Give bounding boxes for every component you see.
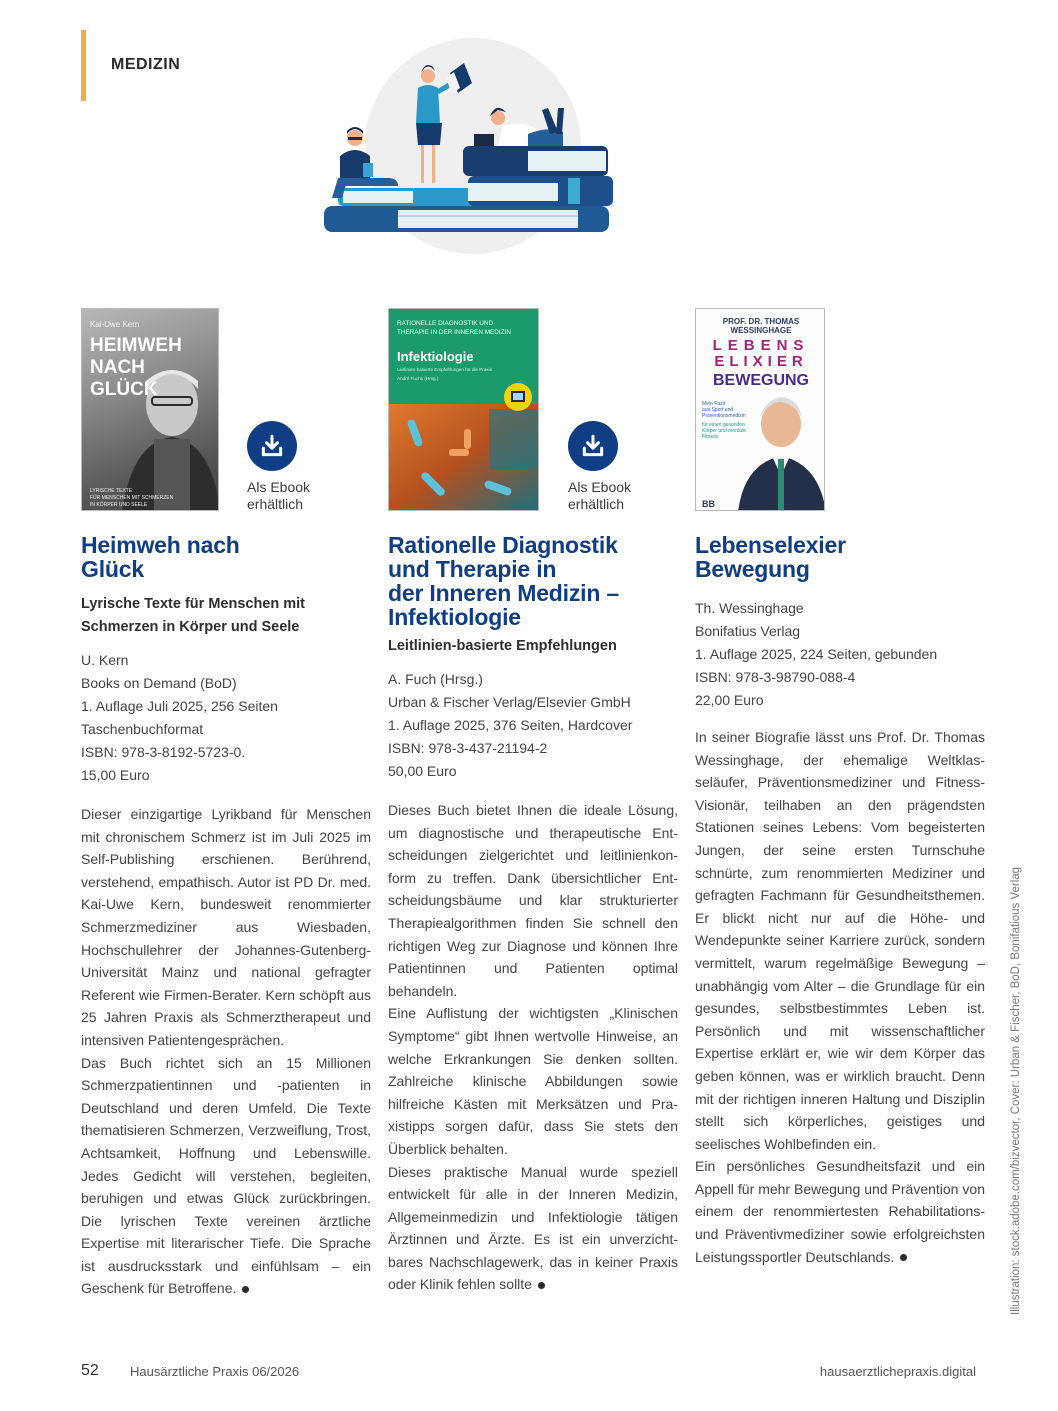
- description-text: Dieses praktische Manual wurde speziell entwickelt für alle in der Inneren Medizin, Allgemeinmedizin und Infektiologie tätigen Ärztinnen und Ärzte. Es ist ein unverzichtbares Nachschlagewerk, das in keiner Praxis oder Klinik fehlen sollte: [388, 1163, 678, 1293]
- description-text: Das Buch richtet sich an 15 Millionen Schmerzpatientinnen und -patienten in Deutschland und deren Umfeld. Die Texte thematisieren Schmerzen, Verzweiflung, Trost, Achtsamkeit, Hoffnung und Lebenswille. Jedes Gedicht will verstehen, begleiten, beruhigen und etwas Glück zurückbringen. Die lyrischen Texte vereinen ärztliche Expertise mit literarischer Tiefe. Die Sprache ist ausdrucksstark und einfühlsam – ein Geschenk für Betroffene.: [81, 1054, 371, 1297]
- book-description: [388, 799, 678, 1296]
- svg-text:LYRISCHE TEXTE: LYRISCHE TEXTE: [90, 488, 133, 494]
- ebook-label: [568, 479, 658, 513]
- ebook-available-link[interactable]: [568, 421, 658, 513]
- book-title-line: Infektiologie: [388, 604, 521, 630]
- description-paragraph: [388, 1161, 678, 1297]
- section-accent-bar: [81, 30, 86, 101]
- svg-text:für einen gesunden: für einen gesunden: [702, 422, 745, 428]
- book-cover-lebenselixier[interactable]: [695, 308, 825, 511]
- svg-text:RATIONELLE DIAGNOSTIK UND: RATIONELLE DIAGNOSTIK UND: [397, 320, 494, 327]
- book-edition: 1. Auflage 2025, 224 Seiten, gebunden: [695, 646, 938, 662]
- ebook-available-link[interactable]: [247, 421, 337, 513]
- book-subtitle: [388, 635, 678, 658]
- website-link[interactable]: hausaerztlichepraxis.digital: [819, 1364, 976, 1379]
- description-paragraph: In seiner Biografie lässt uns Prof. Dr. Thomas Wessinghage, der ehemalige Weltklasseläufer, Präventionsmediziner und Fitness-Visionär, teilhaben an den prägendsten Stationen seines Lebens: Vom begeisterten Jungen, der seine ersten Turnschuhe schnürte, zum renommierten Mediziner und gefragten Fachmann für Gesundheitsthemen. Er blickt nicht nur auf die Höhe- und Wendepunkte seiner Karriere zurück, sondern vermittelt, warum regelmäßige Bewegung – unabhängig vom Alter – die Grundlage für ein gesundes, selbstbestimmtes Leben ist. Persönlich und mit wissenschaftlicher Expertise erklärt er, wie wir dem Körper das geben können, was er wirklich braucht. Denn mit der richtigen inneren Haltung und Disziplin stellt sich körperliches, geistiges und seelisches Wohlbefinden ein.: [695, 729, 985, 1152]
- book-article-lebenselexier: [695, 308, 985, 1268]
- book-publisher: Bonifatius Verlag: [695, 623, 801, 639]
- ebook-label-line1: Als Ebook: [247, 479, 311, 495]
- svg-text:Präventionsmedizin: Präventionsmedizin: [702, 413, 746, 419]
- svg-text:BB: BB: [702, 499, 715, 509]
- book-cover-heimweh[interactable]: [81, 308, 219, 511]
- hero-illustration-reading-people: [318, 38, 618, 263]
- book-isbn: ISBN: 978-3-437-21194-2: [388, 740, 548, 756]
- book-article-heimweh: [81, 308, 371, 1300]
- end-mark-icon: [538, 1282, 545, 1289]
- svg-text:IN KÖRPER UND SEELE: IN KÖRPER UND SEELE: [90, 502, 148, 508]
- svg-text:Infektiologie: Infektiologie: [397, 349, 474, 364]
- svg-text:HEIMWEH: HEIMWEH: [90, 335, 182, 356]
- svg-text:GLÜCK: GLÜCK: [90, 379, 158, 400]
- book-title-line: Bewegung: [695, 556, 810, 582]
- svg-text:Fitness: Fitness: [702, 434, 719, 440]
- book-article-infektiologie: [388, 308, 678, 1296]
- book-title-line: Heimweh nach: [81, 532, 240, 558]
- book-publisher: Books on Demand (BoD): [81, 675, 237, 691]
- book-metadata: [388, 668, 678, 783]
- ebook-label: [247, 479, 337, 513]
- book-price: 22,00 Euro: [695, 692, 764, 708]
- description-paragraph: [81, 1052, 371, 1301]
- book-title-line: Lebenselexier: [695, 532, 846, 558]
- book-metadata: [695, 597, 985, 712]
- magazine-issue: Hausärztliche Praxis 06/2026: [130, 1364, 300, 1379]
- book-publisher: Urban & Fischer Verlag/Elsevier GmbH: [388, 694, 631, 710]
- ebook-label-line2: erhältlich: [247, 496, 304, 512]
- cover-art-bacteria: [389, 309, 539, 511]
- book-subtitle: [81, 593, 371, 639]
- book-format: Taschenbuchformat: [81, 721, 204, 737]
- book-edition: 1. Auflage 2025, 376 Seiten, Hardcover: [388, 717, 633, 733]
- book-title-line: Rationelle Diagnostik: [388, 532, 618, 558]
- book-author: A. Fuch (Hrsg.): [388, 671, 483, 687]
- download-icon: [259, 433, 285, 459]
- svg-text:WESSINGHAGE: WESSINGHAGE: [730, 326, 792, 335]
- svg-text:LEBENS: LEBENS: [712, 337, 810, 354]
- description-paragraph: Dieses Buch bietet Ihnen die ideale Lösung, um diagnostische und therapeutische Entscheidungen zielgerichtet und leitlinienkonform zu treffen. Dank übersichtlicher Entscheidungsbäume und klar strukturierter Therapiealgorithmen finden Sie schnell den richtigen Weg zur Diagnose und können Ihre Patientinnen und Patienten optimal behandeln.: [388, 802, 678, 999]
- book-subtitle-line: Schmerzen in Körper und Seele: [81, 619, 300, 635]
- book-isbn: ISBN: 978-3-8192-5723-0.: [81, 744, 246, 760]
- end-mark-icon: [900, 1254, 907, 1261]
- book-title: [695, 533, 985, 581]
- cover-art-author-portrait: [696, 309, 825, 511]
- svg-text:aus Sport und: aus Sport und: [702, 407, 734, 413]
- book-title: [388, 533, 678, 629]
- book-price: 15,00 Euro: [81, 767, 150, 783]
- svg-text:Körper und mentale: Körper und mentale: [702, 428, 746, 434]
- book-title-line: und Therapie in: [388, 556, 557, 582]
- svg-text:André Fuchs (Hrsg.): André Fuchs (Hrsg.): [397, 376, 439, 381]
- ebook-download-button[interactable]: [568, 421, 618, 471]
- book-metadata: [81, 649, 371, 787]
- ebook-label-line2: erhältlich: [568, 496, 625, 512]
- download-icon: [580, 433, 606, 459]
- svg-text:Leitlinien-basierte Empfehlung: Leitlinien-basierte Empfehlungen für die Praxis: [397, 367, 492, 372]
- book-isbn: ISBN: 978-3-98790-088-4: [695, 669, 856, 685]
- page-number: 52: [81, 1362, 99, 1379]
- svg-text:Mein Fazit: Mein Fazit: [702, 401, 726, 407]
- description-paragraph: Eine Auflistung der wichtigsten „Klinischen Symptome“ gibt Ihnen wertvolle Hinweise, an welche Erkrankungen Sie denken sollten. Zahlreiche klinische Abbildungen sowie hilfreiche Kästen mit Merksätzen und Praxistipps sorgen dafür, dass Sie stets den Überblick behalten.: [388, 1005, 678, 1157]
- section-label: MEDIZIN: [111, 56, 181, 73]
- end-mark-icon: [242, 1286, 249, 1293]
- book-subtitle-line: Lyrische Texte für Menschen mit: [81, 596, 306, 612]
- book-author: U. Kern: [81, 652, 129, 668]
- book-description: [81, 803, 371, 1300]
- svg-text:FÜR MENSCHEN MIT SCHMERZEN: FÜR MENSCHEN MIT SCHMERZEN: [90, 495, 174, 501]
- book-price: 50,00 Euro: [388, 763, 457, 779]
- book-cover-infektiologie[interactable]: [388, 308, 539, 511]
- book-title-line: Glück: [81, 556, 144, 582]
- book-title-line: der Inneren Medizin –: [388, 580, 619, 606]
- ebook-label-line1: Als Ebook: [568, 479, 632, 495]
- svg-text:ELIXIER: ELIXIER: [714, 353, 808, 370]
- svg-text:BEWEGUNG: BEWEGUNG: [713, 372, 809, 389]
- svg-text:THERAPIE IN DER INNEREN MEDIZI: THERAPIE IN DER INNEREN MEDIZIN: [397, 329, 511, 336]
- description-text: Ein persönliches Gesundheitsfazit und ein Appell für mehr Bewegung und Prävention von einem der renommiertesten Rehabilitations- und Präventivmediziner sowie erfolgreichsten Leistungssportler Deutschlands.: [695, 1158, 985, 1265]
- description-paragraph: Dieser einzigartige Lyrikband für Menschen mit chronischem Schmerz ist im Juli 2025 im Self-Publishing erschienen. Berührend, verstehend, empathisch. Autor ist PD Dr. med. Kai-Uwe Kern, bundesweit renommierter Schmerzmediziner aus Wiesbaden, Hochschullehrer der Johannes-Gutenberg-Universität Mainz und national gefragter Referent wie Firmen-Berater. Kern schöpft aus 25 Jahren Praxis als Schmerztherapeut und intensiven Patientengesprächen.: [81, 806, 371, 1048]
- description-paragraph: [695, 1155, 985, 1268]
- ebook-download-button[interactable]: [247, 421, 297, 471]
- book-author: Th. Wessinghage: [695, 600, 804, 616]
- book-subtitle-line: Leitlinien-basierte Empfehlungen: [388, 638, 617, 654]
- book-edition: 1. Auflage Juli 2025, 256 Seiten: [81, 698, 278, 714]
- book-description: [695, 726, 985, 1268]
- svg-text:NACH: NACH: [90, 357, 145, 378]
- svg-text:PROF. DR. THOMAS: PROF. DR. THOMAS: [722, 317, 800, 326]
- svg-text:Kai-Uwe Kern: Kai-Uwe Kern: [90, 320, 140, 329]
- cover-art-portrait: [82, 309, 219, 511]
- book-title: [81, 533, 371, 581]
- image-credit: Illustration: stock.adobe.com/bizvector, Cover: Urban & Fischer, BoD, Bonifatious Verlag: [1010, 866, 1022, 1315]
